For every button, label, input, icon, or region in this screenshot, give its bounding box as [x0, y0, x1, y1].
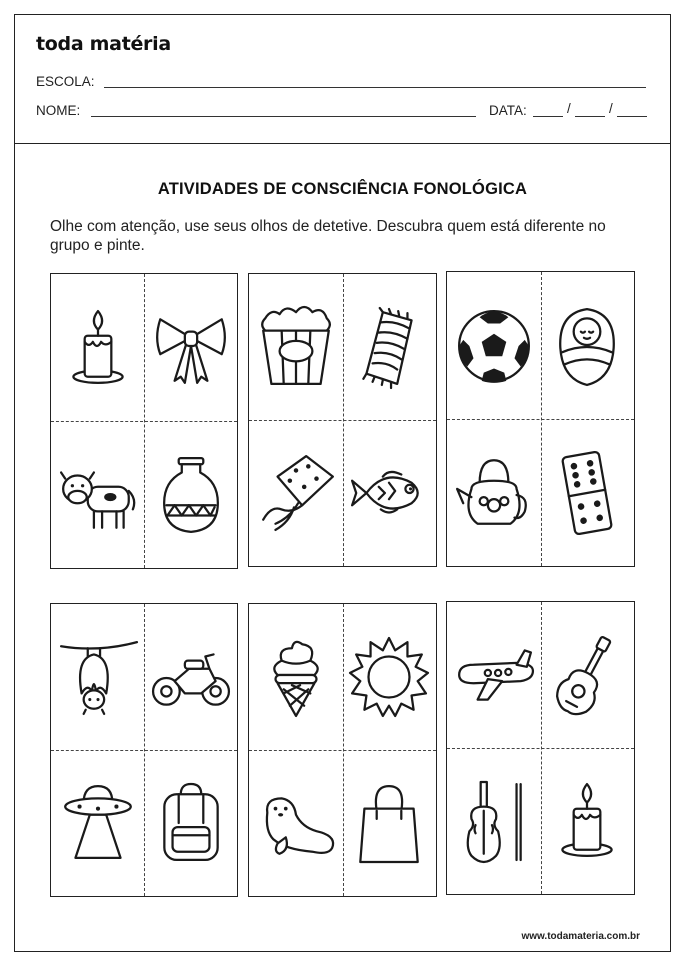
picture-cell[interactable] — [249, 750, 343, 896]
vase-icon — [150, 454, 232, 536]
bow-icon — [150, 307, 232, 389]
date-label: DATA: — [489, 103, 527, 118]
picture-cell[interactable] — [51, 750, 144, 896]
picture-cell[interactable] — [144, 274, 237, 421]
domino-icon — [546, 452, 628, 534]
cow-icon — [57, 454, 139, 536]
picture-cell[interactable] — [541, 272, 635, 419]
candle-icon — [57, 307, 139, 389]
picture-cell[interactable] — [541, 748, 635, 894]
picture-group-3 — [446, 271, 635, 567]
picture-group-6 — [446, 601, 635, 895]
date-month-line[interactable] — [575, 116, 605, 117]
picture-cell[interactable] — [144, 604, 237, 750]
picture-cell[interactable] — [447, 419, 541, 566]
ice-cream-icon — [255, 636, 337, 718]
picture-cell[interactable] — [51, 604, 144, 750]
airplane-icon — [453, 634, 535, 716]
picture-cell[interactable] — [249, 420, 343, 566]
picture-cell[interactable] — [447, 602, 541, 748]
guitar-icon — [546, 634, 628, 716]
date-separator: / — [609, 101, 613, 116]
candle-icon — [546, 780, 628, 862]
fish-icon — [348, 452, 430, 534]
popcorn-icon — [255, 306, 337, 388]
bat-icon — [57, 636, 139, 718]
picture-cell[interactable] — [144, 421, 237, 568]
soccer-ball-icon — [453, 305, 535, 387]
date-year-line[interactable] — [617, 116, 647, 117]
picture-group-4 — [50, 603, 238, 897]
picture-cell[interactable] — [343, 274, 437, 420]
picture-cell[interactable] — [541, 419, 635, 566]
name-input-line[interactable] — [91, 116, 476, 117]
seal-icon — [255, 782, 337, 864]
picture-cell[interactable] — [343, 420, 437, 566]
school-label: ESCOLA: — [36, 74, 95, 89]
picture-group-5 — [248, 603, 437, 897]
header-divider — [14, 143, 671, 144]
picture-cell[interactable] — [343, 604, 437, 750]
picture-cell[interactable] — [447, 272, 541, 419]
teapot-icon — [453, 452, 535, 534]
picture-cell[interactable] — [249, 274, 343, 420]
school-input-line[interactable] — [104, 87, 646, 88]
motorcycle-icon — [150, 636, 232, 718]
picture-cell[interactable] — [51, 421, 144, 568]
picture-group-2 — [248, 273, 437, 567]
picture-cell[interactable] — [249, 604, 343, 750]
towel-icon — [348, 306, 430, 388]
name-label: NOME: — [36, 103, 81, 118]
sun-icon — [348, 636, 430, 718]
picture-cell[interactable] — [541, 602, 635, 748]
baby-icon — [546, 305, 628, 387]
date-day-line[interactable] — [533, 116, 563, 117]
footer-url[interactable]: www.todamateria.com.br — [521, 931, 640, 942]
picture-cell[interactable] — [144, 750, 237, 896]
activity-title: ATIVIDADES DE CONSCIÊNCIA FONOLÓGICA — [157, 180, 528, 198]
picture-cell[interactable] — [447, 748, 541, 894]
picture-group-1 — [50, 273, 238, 569]
backpack-icon — [150, 782, 232, 864]
picture-cell[interactable] — [343, 750, 437, 896]
kite-icon — [255, 452, 337, 534]
violin-icon — [453, 780, 535, 862]
bag-icon — [348, 782, 430, 864]
activity-instructions: Olhe com atenção, use seus olhos de detetive. Descubra quem está diferente no grupo e pinte. — [50, 218, 606, 254]
date-separator: / — [567, 101, 571, 116]
ufo-icon — [57, 782, 139, 864]
brand-logo: toda matéria — [36, 33, 171, 55]
picture-cell[interactable] — [51, 274, 144, 421]
